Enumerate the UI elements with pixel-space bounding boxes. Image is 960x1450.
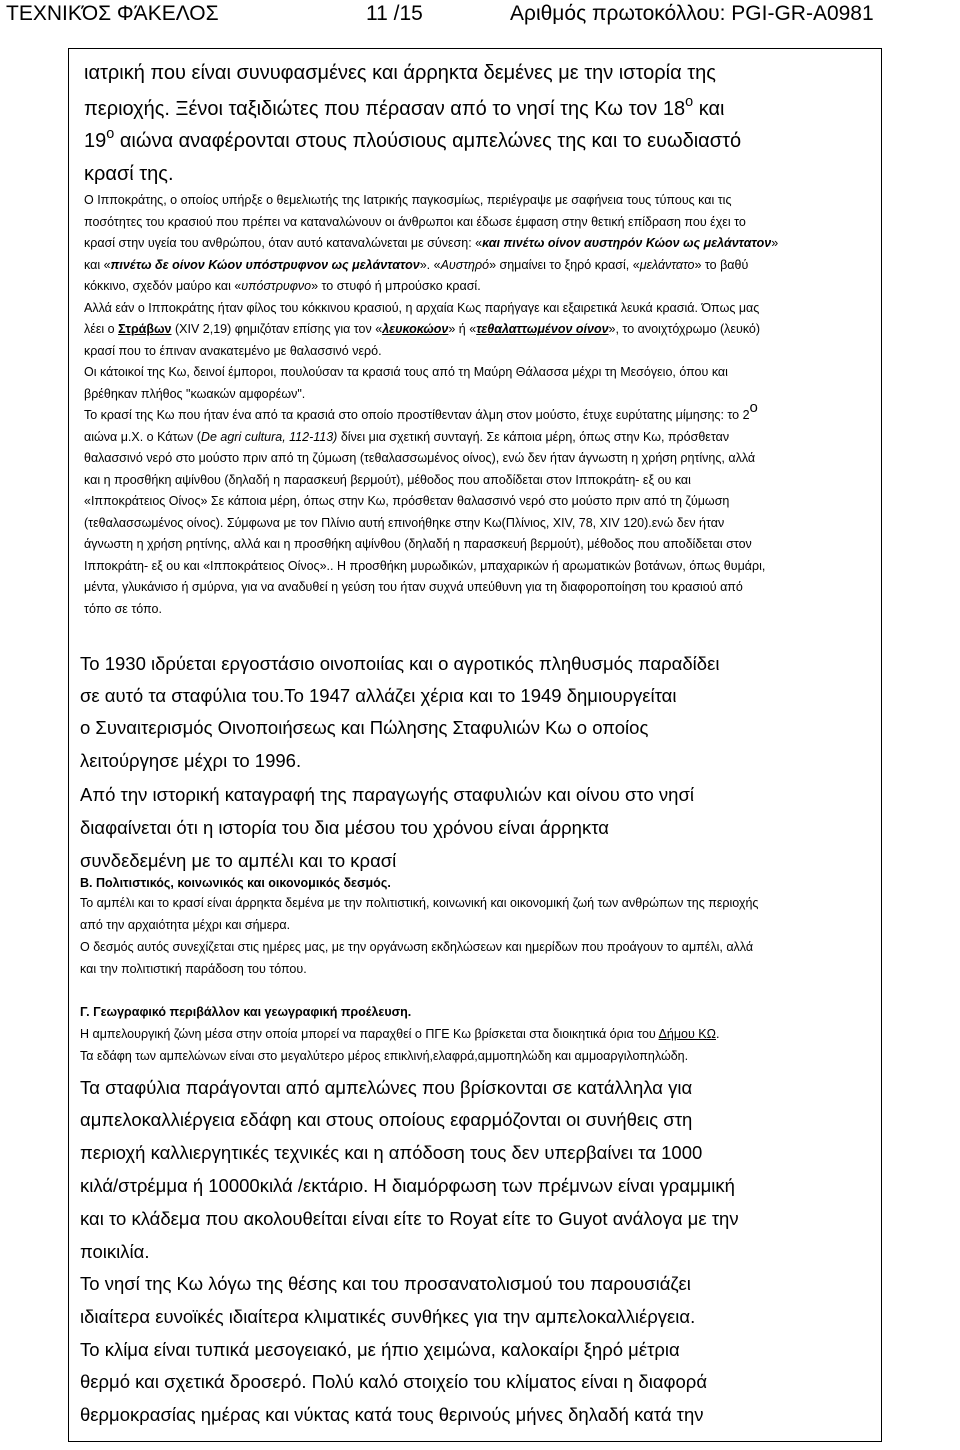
section-b-line-4: και την πολιτιστική παράδοση του τόπου. xyxy=(80,962,307,976)
intro-line-2: περιοχής. Ξένοι ταξιδιώτες που πέρασαν από το νησί της Κω τον $18^o$ και xyxy=(84,93,725,120)
hippo-line-6: Αλλά εάν ο Ιπποκράτης ήταν φίλος του κόκκινου κρασιού, η αρχαία Κως παρήγαγε και εξαιρετικά λευκά κρασιά. Όπως μας xyxy=(84,301,760,315)
closing-line-7: Το νησί της Κω λόγω της θέσης και του προσανατολισμού του παρουσιάζει xyxy=(80,1273,691,1294)
closing-line-3: περιοχή καλλιεργητικές τεχνικές και η απόδοση τους δεν υπερβαίνει τα 1000 xyxy=(80,1142,703,1163)
intro-line-1: ιατρική που είναι συνυφασμένες και άρρηκτα δεμένες με την ιστορία της xyxy=(84,62,716,84)
history-line-1: Το 1930 ιδρύεται εργοστάσιο οινοποιίας και ο αγροτικός πληθυσμός παραδίδει xyxy=(80,653,720,674)
page-header xyxy=(0,0,960,36)
closing-line-10: θερμό και σχετικά δροσερό. Πολύ καλό στοιχείο του κλίματος είναι η διαφορά xyxy=(80,1371,708,1392)
section-b-title: Β. Πολιτιστικός, κοινωνικός και οικονομικός δεσμός. xyxy=(80,876,391,890)
history-line-7: συνδεδεμένη με το αμπέλι και το κρασί xyxy=(80,850,397,871)
protocol-number: Αριθμός πρωτοκόλλου: PGI-GR-A0981 xyxy=(510,2,874,25)
hippo-line-2: ποσότητες του κρασιού που πρέπει να καταναλώνουν οι άνθρωποι και έδωσε έμφαση στην θετική επίδραση που έχει το xyxy=(84,215,746,229)
closing-line-9: Το κλίμα είναι τυπικά μεσογειακό, με ήπιο χειμώνα, καλοκαίρι ξηρό μέτρια xyxy=(80,1339,680,1360)
hippo-line-14: και η προσθήκη αψίνθου (δηλαδή η παρασκευή βερμούτ), μέθοδος που αποδίδεται στον Ιπποκράτη- εξ ου και xyxy=(84,473,691,487)
hippo-line-8: κρασί που το έπιναν ανακατεμένο με θαλασσινό νερό. xyxy=(84,344,382,358)
hippo-line-3: κρασί στην υγεία του ανθρώπου, όταν αυτό καταναλώνεται με σύνεση: «και πινέτω οίνον αυστηρόν Κώον ως μελάντατον» xyxy=(84,236,779,250)
hippo-line-1: Ο Ιπποκράτης, ο οποίος υπήρξε ο θεμελιωτής της Ιατρικής παγκοσμίως, περιέγραψε με σαφήνεια τους τύπους και τις xyxy=(84,193,732,207)
history-line-3: ο Συναιτερισμός Οινοποιήσεως και Πώλησης Σταφυλιών Κω ο οποίος xyxy=(80,717,649,738)
section-b-line-3: Ο δεσμός αυτός συνεχίζεται στις ημέρες μας, με την οργάνωση εκδηλώσεων και ημερίδων που προάγουν το αμπέλι, αλλά xyxy=(80,940,754,954)
hippo-line-19: μέντα, γλυκάνισο ή σμύρνα, για να αναδυθεί η γεύση του ήταν συχνά υπεύθυνη για τη διαφοροποίηση του κρασιού από xyxy=(84,580,743,594)
section-g-line-1: Η αμπελουργική ζώνη μέσα στην οποία μπορεί να παραχθεί ο ΠΓΕ Κω βρίσκεται στα διοικητικά όρια του Δήμου ΚΩ. xyxy=(80,1027,720,1041)
closing-line-2: αμπελοκαλλιέργεια εδάφη και στους οποίους εφαρμόζονται οι συνήθεις στη xyxy=(80,1109,693,1130)
hippo-line-17: άγνωστη η χρήση ρητίνης, αλλά και η προσθήκη αψίνθου (δηλαδή η παρασκευή βερμούτ), μέθοδος που αποδίδεται στον xyxy=(84,537,752,551)
hippo-line-15: «Ιπποκράτειος Οίνος» Σε κάποια μέρη, όπως στην Κω, πρόσθεταν θαλασσινό νερό στο μούστο πριν από τη ζύμωση xyxy=(84,494,730,508)
hippo-line-18: Ιπποκράτη- εξ ου και «Ιπποκράτειος Οίνος».. Η προσθήκη μυρωδικών, μπαχαρικών ή αρωματικών βοτάνων, όπως θυμάρι, xyxy=(84,559,766,573)
section-b-line-1: Το αμπέλι και το κρασί είναι άρρηκτα δεμένα με την πολιτιστική, κοινωνική και οικονομική ζωή των ανθρώπων της περιοχής xyxy=(80,896,759,910)
section-g-line-2: Τα εδάφη των αμπελώνων είναι στο μεγαλύτερο μέρος επικλινή,ελαφρά,αμμοπηλώδη και αμμοαργιλοπηλώδη. xyxy=(80,1049,689,1063)
hippo-line-12: αιώνα μ.Χ. ο Κάτων (De agri cultura, 112-113) δίνει μια σχετική συνταγή. Σε κάποια μέρη, όπως στην Κω, πρόσθεταν xyxy=(84,430,730,444)
document-type-label: ΤΕΧΝΙΚΌΣ ΦΆΚΕΛΟΣ xyxy=(6,2,219,25)
hippo-line-4: και «πινέτω δε οίνον Κώον υπόστρυφνον ως μελάντατον». «Αυστηρό» σημαίνει το ξηρό κρασί, «μελάντατο» το βαθύ xyxy=(84,258,749,272)
hippo-line-7: λέει ο Στράβων (XIV 2,19) φημιζόταν επίσης για τον «λευκοκώον» ή «τεθαλαττωμένον οίνον», το ανοιχτόχρωμο (λευκό) xyxy=(84,322,761,336)
history-line-6: διαφαίνεται ότι η ιστορία του δια μέσου του χρόνου είναι άρρηκτα xyxy=(80,817,609,838)
closing-line-11: θερμοκρασίας ημέρας και νύκτας κατά τους θερινούς μήνες δηλαδή κατά την xyxy=(80,1404,704,1425)
hippo-line-10: βρέθηκαν πλήθος "κωακών αμφορέων". xyxy=(84,387,306,401)
intro-line-3: $19^o$ αιώνα αναφέρονται στους πλούσιους αμπελώνες της και το ευωδιαστό xyxy=(84,125,742,152)
closing-line-1: Τα σταφύλια παράγονται από αμπελώνες που βρίσκονται σε κατάλληλα για xyxy=(80,1077,693,1098)
history-line-2: σε αυτό τα σταφύλια του.Το 1947 αλλάζει χέρια και το 1949 δημιουργείται xyxy=(80,685,677,706)
section-g-title: Γ. Γεωγραφικό περιβάλλον και γεωγραφική προέλευση. xyxy=(80,1005,412,1019)
history-line-4: λειτούργησε μέχρι το 1996. xyxy=(80,750,302,771)
closing-line-4: κιλά/στρέμμα ή 10000κιλά /εκτάριο. Η διαμόρφωση των πρέμνων είναι γραμμική xyxy=(80,1175,735,1196)
intro-line-4: κρασί της. xyxy=(84,163,174,185)
hippo-line-5: κόκκινο, σχεδόν μαύρο και «υπόστρυφνο» το στυφό ή μπρούσκο κρασί. xyxy=(84,279,481,293)
history-line-5: Από την ιστορική καταγραφή της παραγωγής σταφυλιών και οίνου στο νησί xyxy=(80,784,694,805)
hippo-line-13: θαλασσινό νερό στο μούστο πριν από τη ζύμωση (τεθαλασσωμένος οίνος), ενώ δεν ήταν άγνωστη η χρήση ρητίνης, αλλά xyxy=(84,451,756,465)
closing-line-6: ποικιλία. xyxy=(80,1241,150,1262)
closing-line-5: και το κλάδεμα που ακολουθείται είναι είτε το Royat είτε το Guyot ανάλογα με την xyxy=(80,1208,739,1229)
hippo-line-20: τόπο σε τόπο. xyxy=(84,602,162,616)
closing-line-8: ιδιαίτερα ευνοϊκές ιδιαίτερα κλιματικές συνθήκες για την αμπελοκαλλιέργεια. xyxy=(80,1306,696,1327)
hippo-line-9: Οι κάτοικοί της Κω, δεινοί έμποροι, πουλούσαν τα κρασιά τους από τη Μαύρη Θάλασσα μέχρι τη Μεσόγειο, όπου και xyxy=(84,365,728,379)
section-b-line-2: από την αρχαιότητα μέχρι και σήμερα. xyxy=(80,918,291,932)
page-number: 11 /15 xyxy=(366,2,423,25)
hippo-line-11: Το κρασί της Κω που ήταν ένα από τα κρασιά στο οποίο προστίθενταν άλμη στον μούστο, έτυχε ευρύτατης μίμησης: το $2^o$ xyxy=(84,399,758,422)
hippo-line-16: (τεθαλασσωμένος οίνος). Σύμφωνα με τον Πλίνιο αυτή επινοήθηκε στην Κω(Πλίνιος, XIV, 78, XIV 120).ενώ δεν ήταν xyxy=(84,516,725,530)
